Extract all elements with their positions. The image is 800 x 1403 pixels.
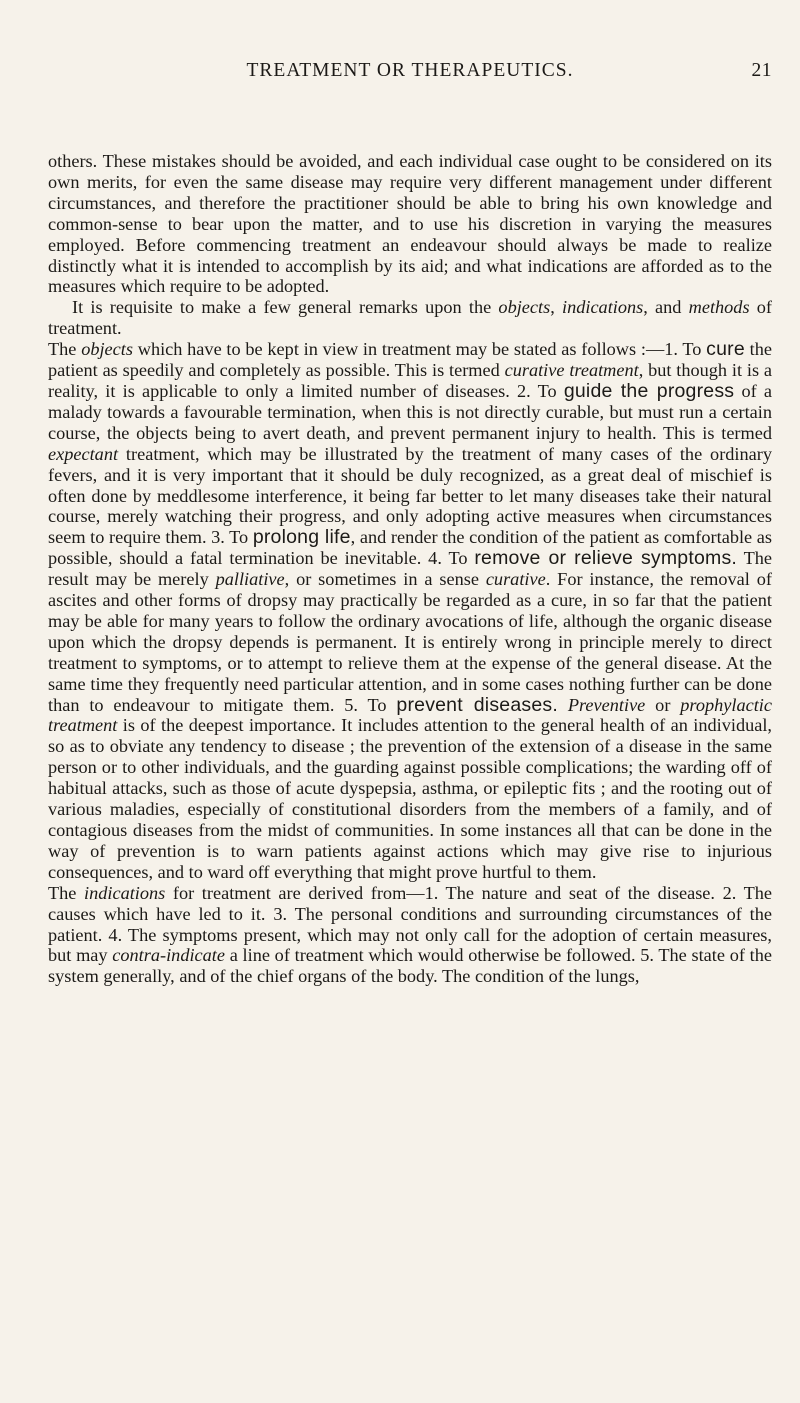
text-run: The xyxy=(48,882,85,903)
emphasis-term: guide the progress xyxy=(563,379,735,402)
italic-term: curative xyxy=(485,569,546,590)
emphasis-term: prolong life xyxy=(252,526,351,549)
paragraph xyxy=(48,297,772,339)
text-run: of a malady towards a favourable termination, when this is not directly curable, but must run a certain course, the objects being to avert death, and prevent permanent injury to health. This is termed xyxy=(48,380,773,443)
text-run: , and xyxy=(643,297,689,318)
italic-term: expectant xyxy=(48,443,119,464)
text-run: of treatment. xyxy=(48,297,772,339)
italic-term: indications xyxy=(562,297,644,318)
text-run: which have to be kept in view in treatment may be stated as follows :—1. To xyxy=(132,339,707,360)
italic-term: palliative xyxy=(215,569,285,590)
text-run: the patient as speedily and completely as possible. This is termed xyxy=(48,339,772,381)
text-run: , but though it is a reality, it is applicable to only a limited number of diseases. 2. To xyxy=(48,360,772,401)
text-run: treatment, which may be illustrated by the treatment of many cases of the ordinary fevers, and it is very important that it should be duly recognized, as a great deal of mischief is often done by meddlesome interference, it being far better to let many diseases take their natural course, merely watching their progress, and only adopting active measures when circumstances seem to require them. 3. To xyxy=(48,443,772,548)
emphasis-term: cure xyxy=(706,338,745,361)
italic-term: objects xyxy=(81,339,133,360)
emphasis-term: remove or relieve symptoms. xyxy=(474,547,738,570)
text-run: is of the deepest importance. It includes attention to the general health of an individual, so as to obviate any tendency to disease ; the prevention of the extension of a disease in the same person or to other individuals, and the guarding against possible complications; the warding off of habitual attacks, such as those of acute dyspepsia, asthma, or epileptic fits ; and the rooting out of various maladies, especially of constitutional disorders from the members of a family, and of contagious diseases from the midst of communities. In some instances all that can be done in the way of prevention is to warn patients against actions which may give rise to injurious consequences, and to ward off everything that might prove hurtful to them. xyxy=(48,715,772,882)
paragraph xyxy=(48,339,772,883)
italic-term: Preventive xyxy=(567,694,646,715)
text-run: . For instance, the removal of ascites and other forms of dropsy may practically be regarded as a cure, in so far that the patient may be able for many years to follow the ordinary avocations of life, although the organic disease upon which the dropsy depends is permanent. It is entirely wrong in principle merely to direct treatment to symptoms, or to attempt to relieve them at the expense of the general disease. At the same time they frequently need particular attention, and in some cases nothing further can be done than to endeavour to mitigate them. 5. To xyxy=(48,569,772,715)
italic-term: indications xyxy=(84,882,166,903)
emphasis-term: prevent diseases. xyxy=(396,693,558,716)
text-run: The xyxy=(48,339,82,360)
italic-term: methods xyxy=(688,297,750,318)
text-run: The result may be merely xyxy=(48,548,772,590)
text-run: a line of treatment which would otherwise be followed. 5. The state of the system generally, and of the chief organs of the body. The condition of the lungs, xyxy=(48,945,772,987)
running-head xyxy=(48,26,772,81)
page-number: 21 xyxy=(751,60,772,81)
text-run: others. These mistakes should be avoided, and each individual case ought to be considered on its own merits, for even the same disease may require very different management under different circumstances, and therefore the practitioner should be able to bring his own knowledge and common-sense to bear upon the matter, and to use his discretion in varying the measures employed. Before commencing treatment an endeavour should always be made to realize distinctly what it is intended to accomplish by its aid; and what indications are afforded as to the measures which require to be adopted. xyxy=(48,151,772,297)
text-run: It is requisite to make a few general remarks upon the xyxy=(72,297,499,318)
text-run: , or sometimes in a sense xyxy=(284,569,486,590)
italic-term: prophylactic treatment xyxy=(48,694,772,736)
text-run: , and render the condition of the patient as comfortable as possible, should a fatal termination be inevitable. 4. To xyxy=(48,527,773,569)
text-run: for treatment are derived from—1. The nature and seat of the disease. 2. The causes which have led to it. 3. The personal conditions and surrounding circumstances of the patient. 4. The symptoms present, which may not only call for the adoption of certain measures, but may xyxy=(48,882,772,966)
book-page xyxy=(48,26,772,81)
italic-term: curative treatment xyxy=(504,360,639,381)
body-text xyxy=(48,151,772,987)
text-run: or xyxy=(645,694,681,715)
paragraph xyxy=(48,883,772,988)
italic-term: objects xyxy=(498,297,551,318)
paragraph xyxy=(48,151,772,297)
chapter-title: TREATMENT OR THERAPEUTICS. xyxy=(246,60,574,81)
text-run: , xyxy=(550,297,562,318)
italic-term: contra-indicate xyxy=(112,945,225,966)
text-run xyxy=(558,695,568,715)
